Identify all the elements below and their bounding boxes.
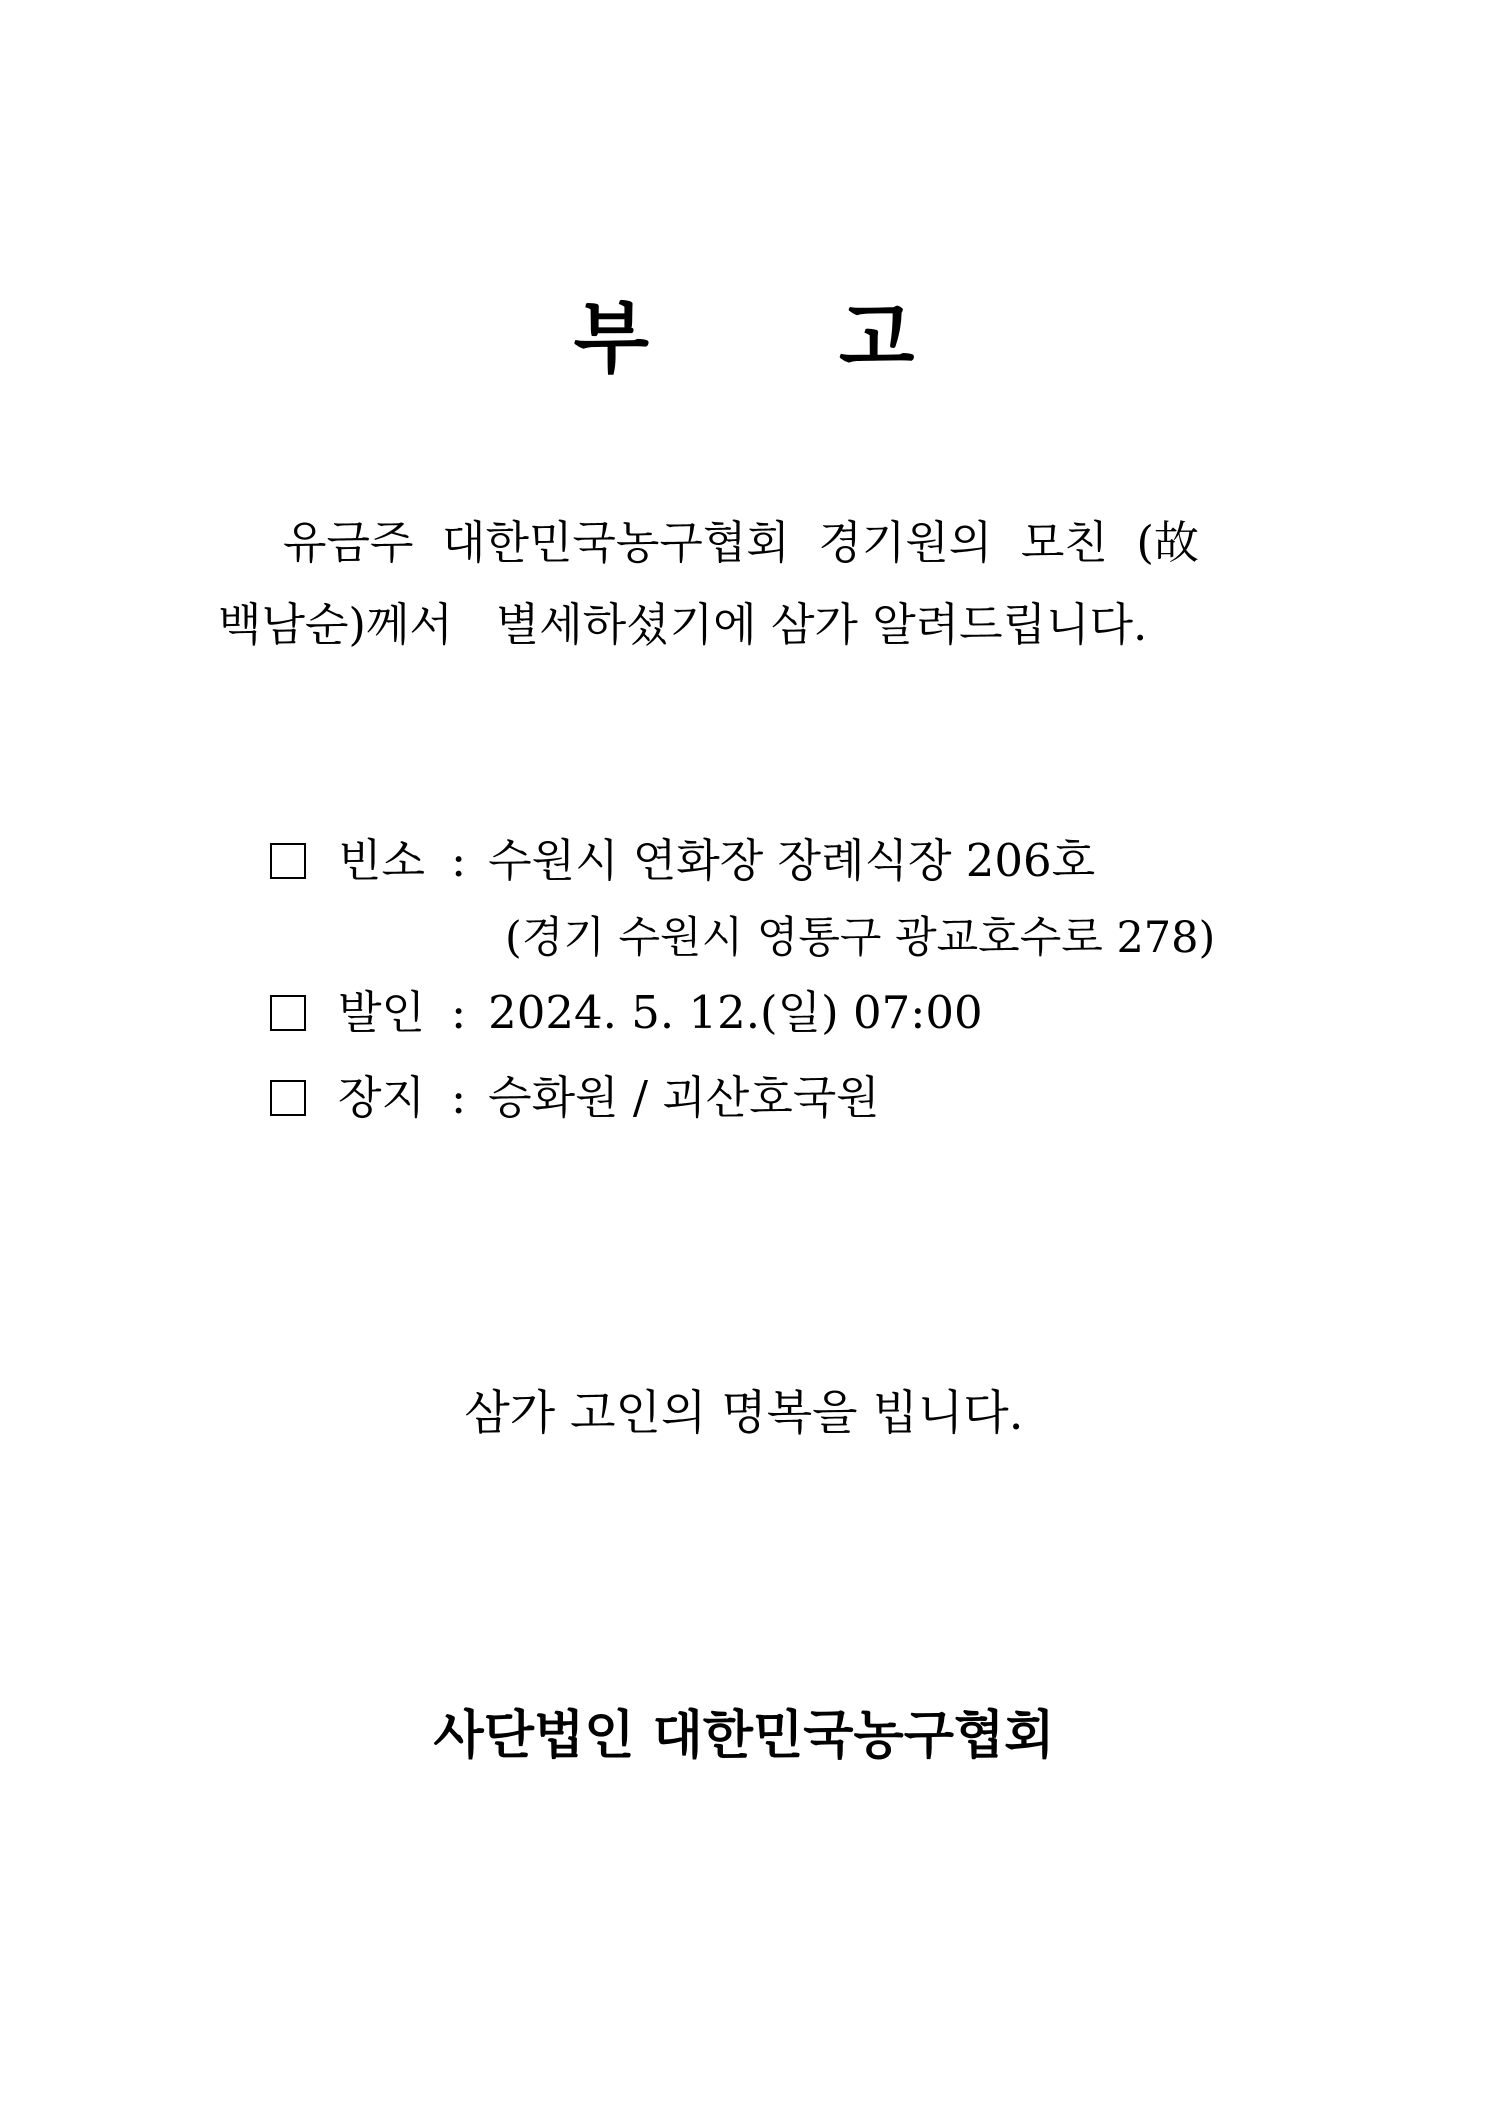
mortuary-value: 수원시 연화장 장례식장 206호 [488,834,1096,887]
organization-name: 사단법인 대한민국농구협회 [433,1705,1055,1766]
mortuary-address: (경기 수원시 영통구 광교호수로 278) [505,913,1216,963]
separator: : [450,1071,467,1124]
checkbox-icon [270,1080,306,1116]
checkbox-icon [270,843,306,879]
mortuary-item [270,834,1096,887]
notice-body-line-1: 유금주 대한민국농구협회 경기원의 모친 (故 [283,516,1199,569]
departure-value: 2024. 5. 12.(일) 07:00 [488,986,983,1039]
notice-body-line-2: 백남순)께서 별세하셨기에 삼가 알려드립니다. [218,598,1148,651]
departure-label: 발인 [338,986,425,1039]
condolence-message: 삼가 고인의 명복을 빕니다. [464,1386,1024,1441]
mortuary-label: 빈소 [338,834,425,887]
burial-label: 장지 [338,1071,425,1124]
page-title: 부 고 [573,293,915,384]
separator: : [450,986,467,1039]
checkbox-icon [270,995,306,1031]
departure-item [270,986,983,1039]
burial-item [270,1071,880,1124]
separator: : [450,834,467,887]
burial-value: 승화원 / 괴산호국원 [488,1071,880,1124]
